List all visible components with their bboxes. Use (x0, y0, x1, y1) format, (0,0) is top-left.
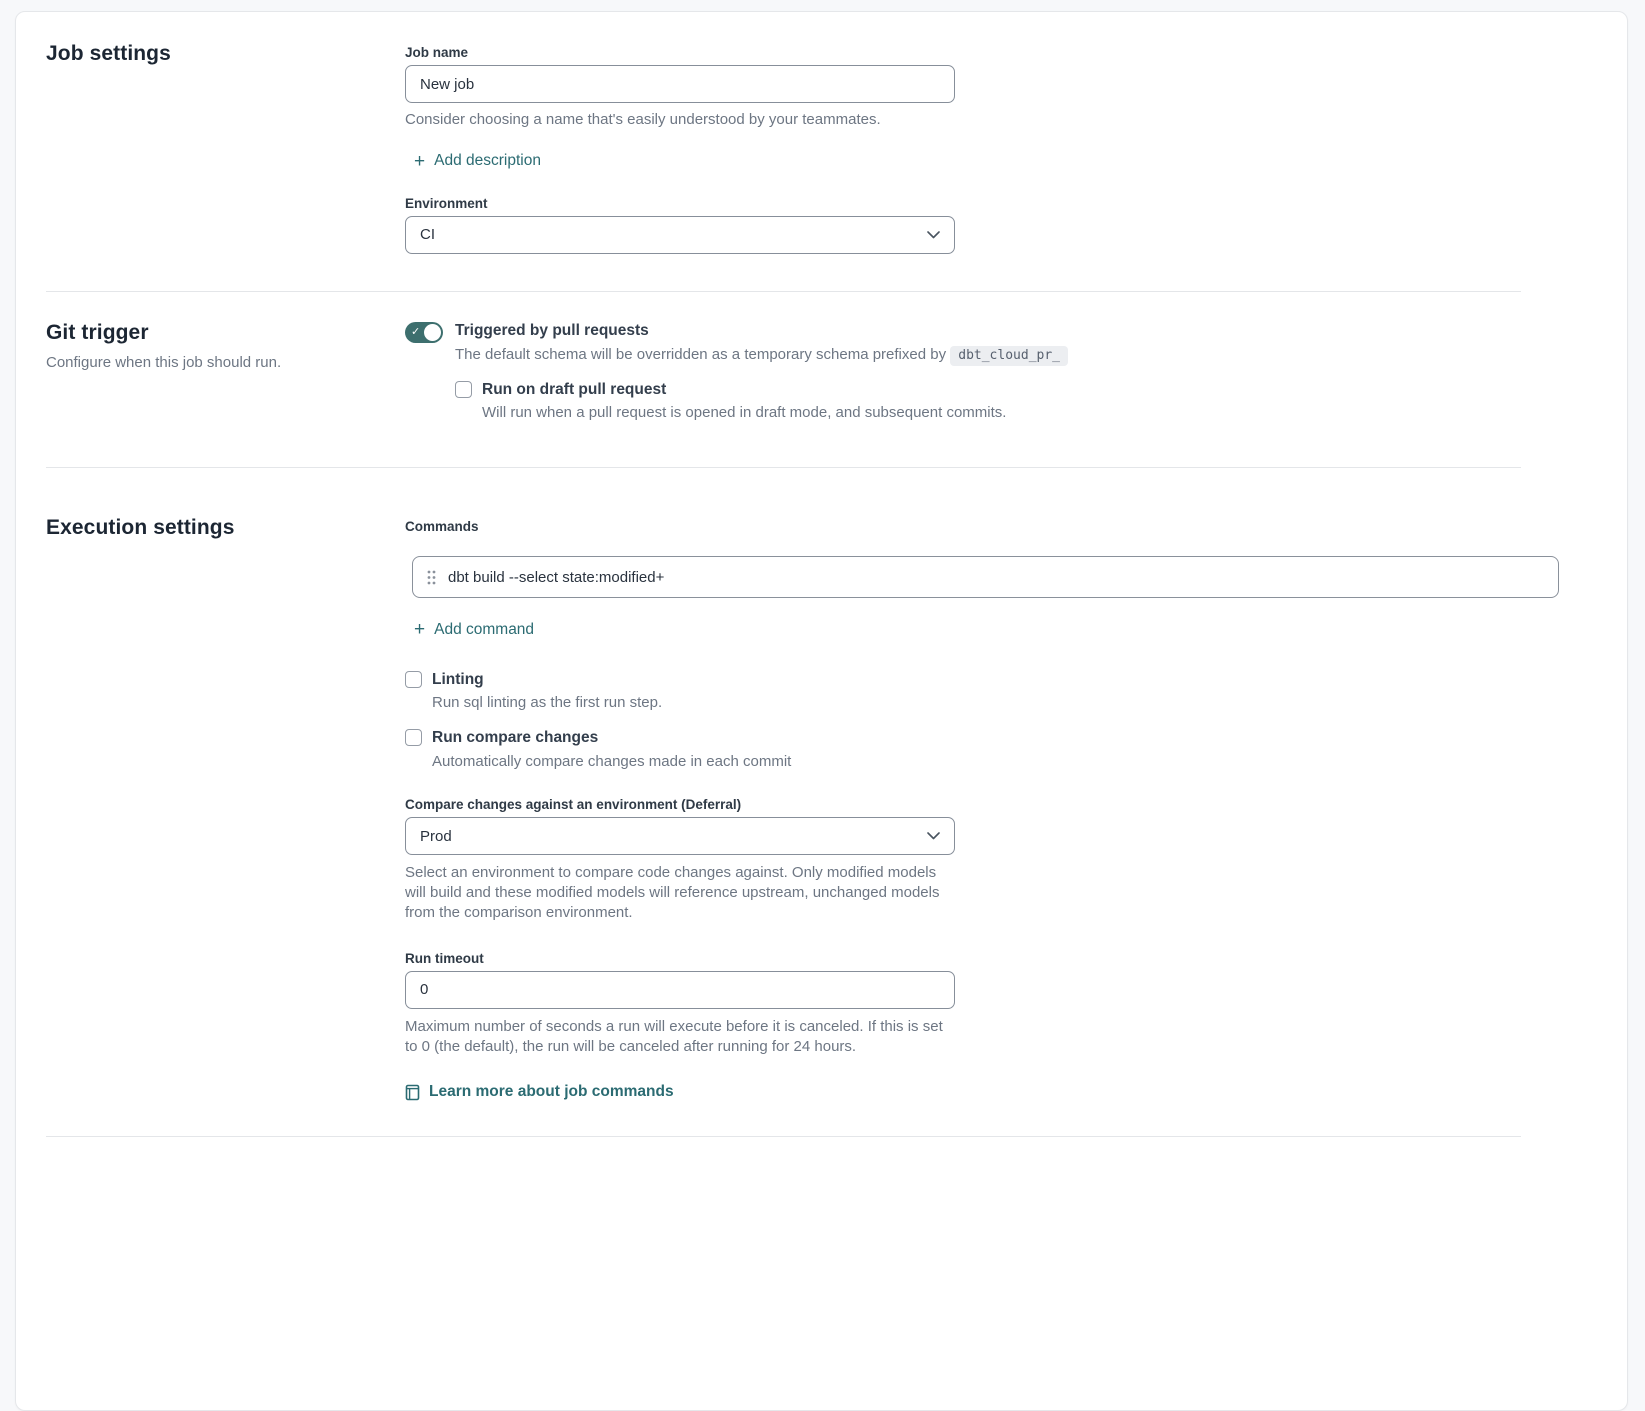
environment-value: CI (420, 226, 435, 244)
run-compare-changes-help: Automatically compare changes made in each commit (432, 752, 792, 770)
drag-handle-icon[interactable] (413, 570, 448, 585)
run-on-draft-label: Run on draft pull request (482, 381, 667, 399)
command-input[interactable]: dbt build --select state:modified+ (448, 568, 665, 586)
job-name-help: Consider choosing a name that's easily understood by your teammates. (405, 111, 881, 128)
run-compare-changes-label: Run compare changes (432, 729, 599, 747)
chevron-down-icon (927, 832, 940, 840)
learn-more-link[interactable] (405, 1083, 674, 1101)
environment-select[interactable] (405, 216, 955, 254)
pr-trigger-toggle[interactable] (405, 322, 443, 343)
pr-toggle-label: Triggered by pull requests (455, 322, 649, 339)
command-row (412, 556, 1559, 598)
learn-more-label: Learn more about job commands (429, 1083, 674, 1101)
job-settings-heading: Job settings (46, 42, 171, 65)
add-command-label: Add command (434, 620, 535, 638)
run-timeout-help: Maximum number of seconds a run will execute before it is canceled. If this is set to 0 (the default), the run will be canceled after running for 24 hours. (405, 1017, 943, 1055)
section-execution-settings (16, 468, 1627, 1136)
run-on-draft-checkbox[interactable] (455, 381, 472, 398)
linting-checkbox[interactable] (405, 671, 422, 688)
book-icon (405, 1084, 420, 1101)
add-command-button[interactable] (414, 620, 534, 639)
deferral-label: Compare changes against an environment (Deferral) (405, 797, 742, 813)
divider (46, 1136, 1521, 1137)
job-name-input[interactable] (405, 65, 955, 103)
pr-toggle-help (455, 345, 1068, 365)
git-trigger-heading: Git trigger (46, 321, 149, 344)
environment-label: Environment (405, 195, 488, 211)
check-icon: ✓ (411, 326, 421, 338)
deferral-select[interactable] (405, 817, 955, 855)
git-trigger-subtitle: Configure when this job should run. (46, 354, 282, 371)
plus-icon: + (414, 619, 426, 640)
linting-help: Run sql linting as the first run step. (432, 694, 663, 712)
section-job-settings (16, 12, 1627, 291)
commands-label: Commands (405, 519, 479, 534)
chevron-down-icon (927, 231, 940, 239)
deferral-help: Select an environment to compare code changes against. Only modified models will build and these modified models will reference upstream, unchanged models from the comparison environment. (405, 864, 940, 921)
schema-prefix-code: dbt_cloud_pr_ (950, 346, 1068, 366)
add-description-label: Add description (434, 152, 541, 170)
job-name-label: Job name (405, 45, 469, 60)
run-timeout-input[interactable] (405, 971, 955, 1009)
settings-card (15, 11, 1628, 1411)
toggle-knob (424, 324, 441, 341)
run-compare-changes-checkbox[interactable] (405, 729, 422, 746)
execution-settings-heading: Execution settings (46, 516, 235, 539)
run-timeout-label: Run timeout (405, 950, 484, 966)
run-on-draft-help: Will run when a pull request is opened in draft mode, and subsequent commits. (482, 403, 1007, 421)
plus-icon: + (414, 150, 426, 172)
pr-toggle-help-text: The default schema will be overridden as a temporary schema prefixed by (455, 346, 947, 364)
linting-label: Linting (432, 671, 484, 688)
add-description-button[interactable] (414, 152, 541, 171)
section-git-trigger (16, 292, 1627, 467)
deferral-value: Prod (420, 827, 452, 845)
